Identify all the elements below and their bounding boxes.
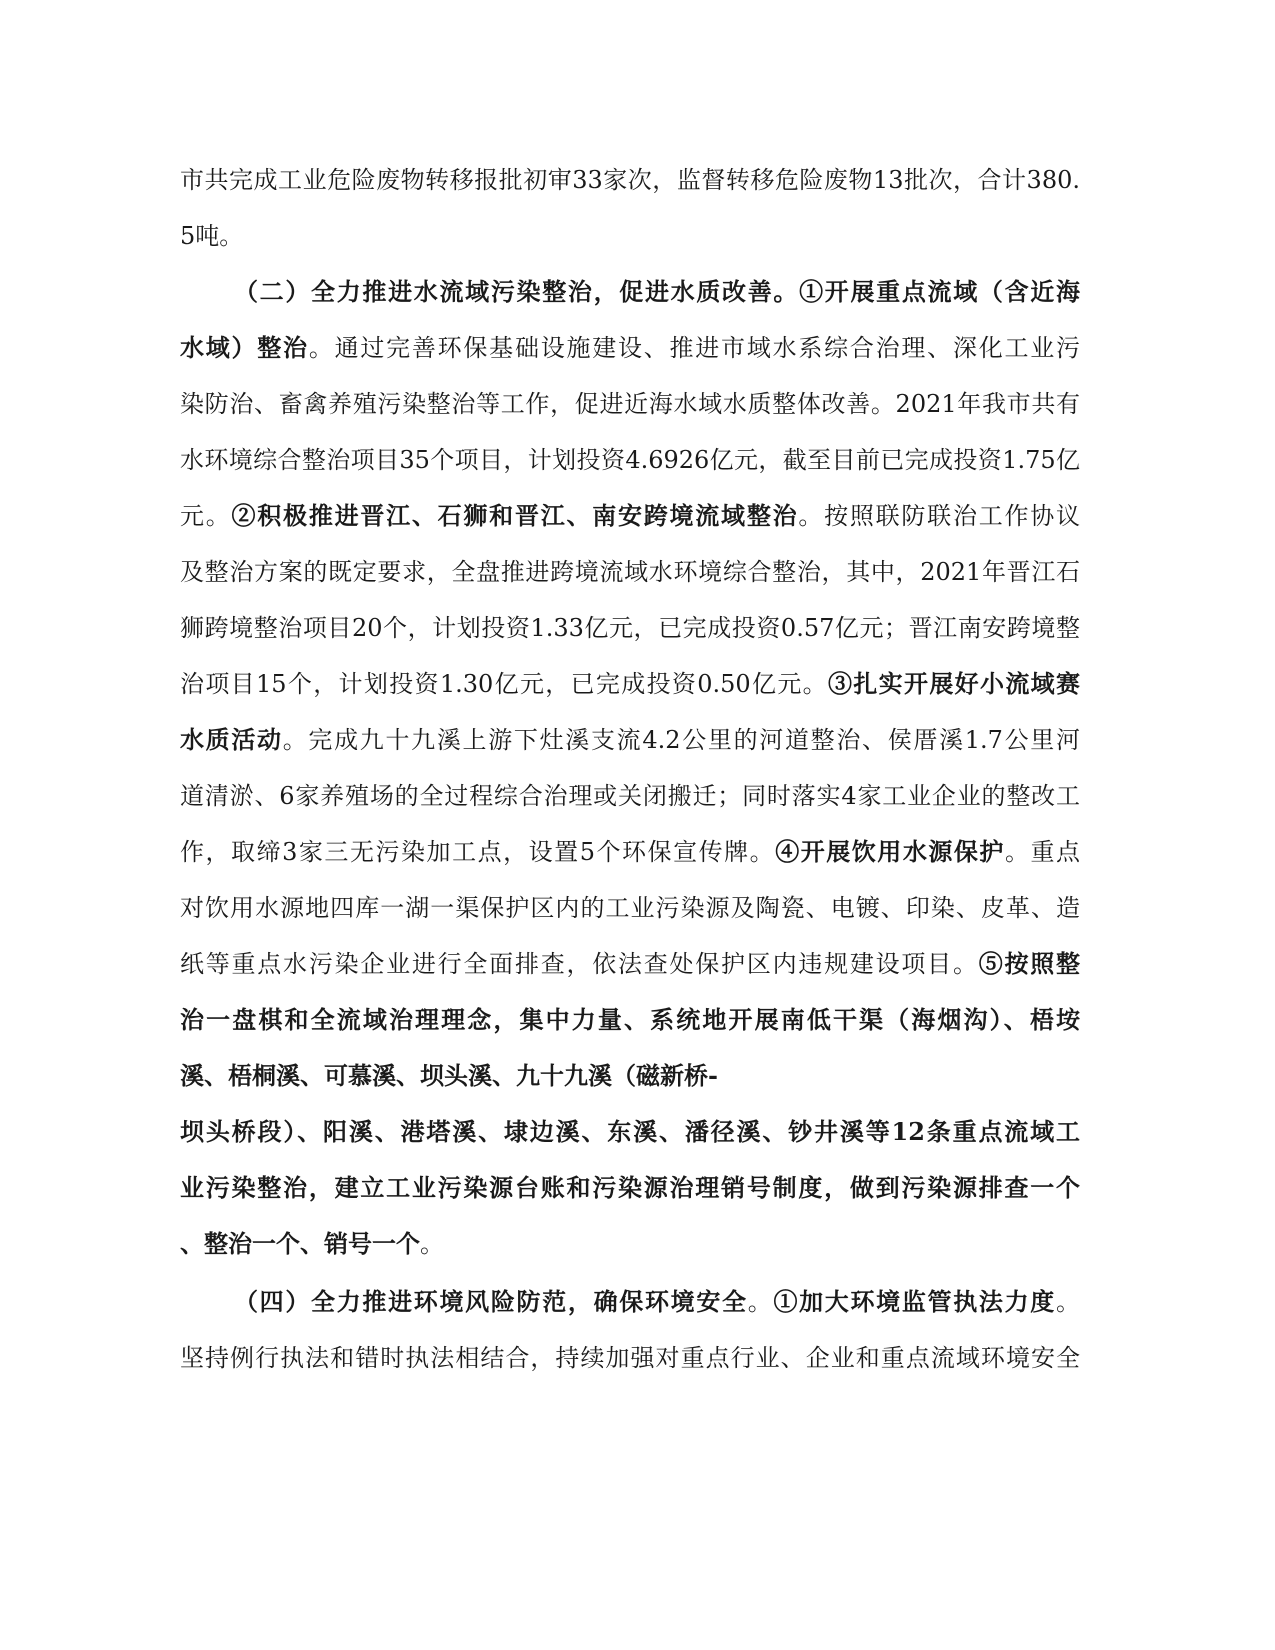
text-segment-bold: 、整治一个、销号一个 bbox=[180, 1229, 420, 1258]
text-line-15 bbox=[180, 944, 1080, 984]
text-segment: 狮跨境整治项目20个，计划投资1.33亿元，已完成投资0.57亿元；晋江南安跨境整 bbox=[180, 614, 1080, 642]
text-line-13 bbox=[180, 832, 1080, 872]
text-line-5 bbox=[180, 384, 1080, 424]
text-line-22 bbox=[180, 1338, 1080, 1378]
text-segment-bold: 溪、梧桐溪、可慕溪、坝头溪、九十九溪（磁新桥- bbox=[180, 1061, 718, 1090]
text-segment-bold: ⑤按照整 bbox=[978, 949, 1080, 978]
text-segment: 元。 bbox=[180, 502, 232, 530]
text-segment: 染防治、畜禽养殖污染整治等工作，促进近海水域水质整体改善。2021年我市共有 bbox=[180, 390, 1080, 418]
text-segment-bold: ②积极推进晋江、石狮和晋江、南安跨境流域整治 bbox=[231, 501, 799, 530]
text-segment-bold: 坝头桥段）、阳溪、港塔溪、埭边溪、东溪、潘径溪、钞井溪等12条重点流域工 bbox=[180, 1117, 1080, 1146]
text-line-16 bbox=[180, 1000, 1080, 1040]
text-segment: 水环境综合整治项目35个项目，计划投资4.6926亿元，截至目前已完成投资1.75亿 bbox=[180, 446, 1080, 474]
text-segment: 。 bbox=[420, 1230, 444, 1258]
text-segment: 及整治方案的既定要求，全盘推进跨境流域水环境综合整治，其中，2021年晋江石 bbox=[180, 558, 1080, 586]
text-line-10 bbox=[180, 664, 1080, 704]
text-segment-bold: ①加大环境监管执法力度 bbox=[773, 1287, 1056, 1316]
text-segment: 。 bbox=[747, 1288, 774, 1316]
text-segment: 市共完成工业危险废物转移报批初审33家次，监督转移危险废物13批次，合计380. bbox=[180, 166, 1080, 194]
text-segment: 对饮用水源地四库一湖一渠保护区内的工业污染源及陶瓷、电镀、印染、皮革、造 bbox=[180, 894, 1080, 922]
section-heading-2 bbox=[234, 272, 1080, 312]
text-line-9 bbox=[180, 608, 1080, 648]
text-segment-bold: ③扎实开展好小流域赛 bbox=[828, 669, 1080, 698]
text-segment-bold: （二）全力推进水流域污染整治，促进水质改善。①开展重点流域（含近海 bbox=[234, 277, 1080, 306]
text-segment-bold: 治一盘棋和全流域治理理念，集中力量、系统地开展南低干渠（海烟沟）、梧垵 bbox=[180, 1005, 1080, 1034]
text-segment-bold: 水质活动 bbox=[180, 725, 283, 754]
text-segment-bold: ④开展饮用水源保护 bbox=[775, 837, 1005, 866]
text-line-14 bbox=[180, 888, 1080, 928]
text-line-6 bbox=[180, 440, 1080, 480]
text-line-19 bbox=[180, 1168, 1080, 1208]
text-line-8 bbox=[180, 552, 1080, 592]
text-segment-bold: （四）全力推进环境风险防范，确保环境安全 bbox=[234, 1287, 748, 1316]
text-segment: 道清淤、6家养殖场的全过程综合治理或关闭搬迁；同时落实4家工业企业的整改工 bbox=[180, 782, 1080, 810]
text-segment: 。完成九十九溪上游下灶溪支流4.2公里的河道整治、侯厝溪1.7公里河 bbox=[282, 726, 1080, 754]
text-line-11 bbox=[180, 720, 1080, 760]
text-segment: 治项目15个，计划投资1.30亿元，已完成投资0.50亿元。 bbox=[180, 670, 829, 698]
text-line-20 bbox=[180, 1224, 1080, 1264]
text-line-4 bbox=[180, 328, 1080, 368]
text-line-2 bbox=[180, 216, 1080, 256]
text-line-7 bbox=[180, 496, 1080, 536]
text-segment: 坚持例行执法和错时执法相结合，持续加强对重点行业、企业和重点流域环境安全 bbox=[180, 1344, 1080, 1372]
text-segment-bold: 水域）整治 bbox=[180, 333, 309, 362]
section-heading-4 bbox=[234, 1282, 1080, 1322]
text-segment: 5吨。 bbox=[180, 222, 244, 250]
text-segment: 。通过完善环保基础设施建设、推进市域水系综合治理、深化工业污 bbox=[308, 334, 1081, 362]
text-line-18 bbox=[180, 1112, 1080, 1152]
text-line-17 bbox=[180, 1056, 1080, 1096]
text-segment: 。重点 bbox=[1004, 838, 1081, 866]
text-segment: 。 bbox=[1056, 1288, 1080, 1316]
text-line-12 bbox=[180, 776, 1080, 816]
text-segment: 纸等重点水污染企业进行全面排查，依法查处保护区内违规建设项目。 bbox=[180, 950, 979, 978]
text-segment: 。按照联防联治工作协议 bbox=[798, 502, 1081, 530]
text-line-1 bbox=[180, 160, 1080, 200]
text-segment: 作，取缔3家三无污染加工点，设置5个环保宣传牌。 bbox=[180, 838, 776, 866]
text-segment-bold: 业污染整治，建立工业污染源台账和污染源治理销号制度，做到污染源排查一个 bbox=[180, 1173, 1080, 1202]
